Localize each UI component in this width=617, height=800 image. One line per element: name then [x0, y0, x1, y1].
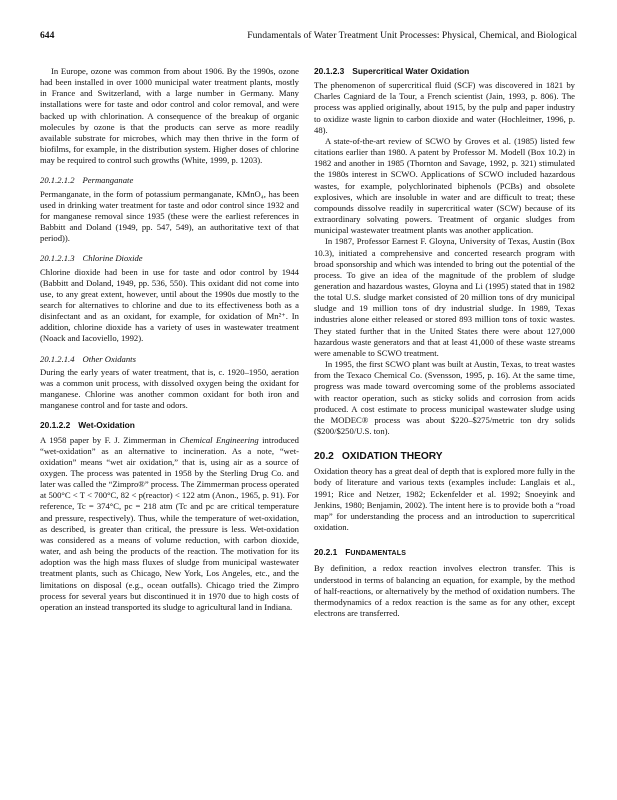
heading-scwo — [314, 66, 575, 77]
paragraph-other-oxidants: During the early years of water treatment, that is, c. 1920–1950, aeration was a common unit process, with dissolved oxygen being the oxidant for manganese. Chlorine was another common oxidant for both iron and manganese control and for taste and odors. — [40, 366, 299, 411]
section-number: 20.1.2.3 — [314, 66, 345, 76]
text-run: introduced “wet-oxidation” as an alternative to incineration. As a note, “wet-oxidation” means “wet air oxidation,” that is, using air as a source of oxygen. The process was patented in 1958 by the Sterling Drug Co. and later was called the “Zimpro®” process. The Zimmerman process operated at 500°C < T < 700°C, 82 < p(reactor) < 122 atm (Anon., 1965, p. 91). For reference, Tc = 374°C, pc = 218 atm (Tc and pc are critical temperature and pressure, respectively). Thus, while the temperature of wet-oxidation, as described, is greater than critical, the pressure is less. Wet-oxidation was considered as a means of volume reduction, with carbon dioxide, water, and ash being the products of the reaction. The motivation for its adoption was the high mass fluxes of sludge from municipal wastewater treatment plants, such as Chicago, New York, Los Angeles, etc., and the limitations on disposal (e.g., ocean outfalls). Chicago tried the Zimpro process for several years but discontinued it in 1970 due to high costs of operation an instead transported its sludge to agricultural land in Indiana. — [40, 434, 299, 612]
paragraph-wet-oxidation — [40, 435, 299, 614]
section-title: OXIDATION THEORY — [341, 451, 443, 463]
heading-wet-oxidation — [40, 420, 299, 431]
paragraph-oxidation-theory: Oxidation theory has a great deal of depth that is explored more fully in the body of literature and various texts (examples include: Langlais et al., 1991; Rice and Netzer, 1982; Eckenfelder et al. 1992; Snoeyink and Jenkins, 1980; Benjamin, 2002). The intent here is to provide both a “road map” for understanding the process and an introduction to supercritical oxidation. — [314, 466, 575, 533]
section-number: 20.1.2.1.3 — [40, 253, 75, 264]
running-header — [40, 30, 577, 46]
section-title: Permanganate — [82, 175, 134, 186]
paragraph-scf-discovery: The phenomenon of supercritical fluid (SCF) was discovered in 1821 by Charles Cagniard de la Tour, a French scientist (Jain, 1993, p. 806). The process was applied originally, about 1915, by the pulp and paper industry to oxidize waste lignin to carbon dioxide and water (Hochleitner, 1996, p. 48). — [314, 80, 575, 135]
journal-title: Chemical Engineering — [179, 434, 259, 445]
section-title-smallcaps: UNDAMENTALS — [350, 550, 407, 558]
paragraph-gloyna: In 1987, Professor Earnest F. Gloyna, University of Texas, Austin (Box 10.3), initiated a comprehensive and concerted research program with broad sponsorship and which was intended to bring out the potential of the process. To give an idea of the magnitude of the problem of sludge generation and hazardous wastes, Gloyna and Li (1995) stated that in 1982 the total U.S. sludge market consisted of 20 million tons of dry municipal sludge and 19 million tons of dry industrial sludge. In 1989, Texas industries alone either released or stored 893 million tons of toxic wastes. They stated further that in the United States there were about 127,000 hazardous waste generators and that at least 41,000 of these waste streams were amenable to SCWO treatment. — [314, 236, 575, 358]
heading-oxidation-theory — [314, 451, 575, 462]
section-number: 20.1.2.2 — [40, 420, 71, 431]
section-title: Wet-Oxidation — [78, 420, 135, 431]
left-column — [40, 66, 299, 613]
section-title-initial: F — [345, 547, 351, 558]
section-title: Supercritical Water Oxidation — [352, 66, 470, 76]
section-number: 20.1.2.1.2 — [40, 175, 75, 186]
heading-permanganate — [40, 175, 299, 186]
page-number: 644 — [40, 30, 55, 41]
paragraph-first-plant: In 1995, the first SCWO plant was built at Austin, Texas, to treat wastes from the Texaco Chemical Co. (Svensson, 1995, p. 16). At the same time, progress was made toward overcoming some of the problems associated with reactor operation, such as sticky solids and corrosion from acids produced. A cost estimate to process municipal wastewater sludge using the MODEC® process was about $220–$275/metric ton dry solids ($200/$250/U.S. ton). — [314, 359, 575, 436]
paragraph-scwo-review: A state-of-the-art review of SCWO by Groves et al. (1985) listed few citations earlier than 1980. A patent by Professor M. Modell (Box 10.2) in 1982 and another in 1985 (Thornton and Savage, 1992, p. 321) stimulated the 1980s interest in SCWO. Applications of SCWO included hazardous wastes, for example, polychlorinated biphenols (PCBs) and obsolete explosives, which are insoluble in water and are difficult to treat; these compounds dissolve readily in supercritical water (SCW) because of its extraordinary solvating powers. Treatment of organic sludges from municipal wastewater treatment plants was another application. — [314, 135, 575, 236]
section-number: 20.1.2.1.4 — [40, 353, 75, 364]
section-title: Other Oxidants — [82, 353, 136, 364]
paragraph-chlorine-dioxide: Chlorine dioxide had been in use for taste and odor control by 1944 (Babbitt and Doland, 1949, pp. 536, 550). This oxidant did not come into use, to any great extent, however, until about the 1990s due mostly to the search for alternatives to chlorine and due to its effectiveness both as a disinfectant and as an oxidant, for example, for oxidation of Mn²⁺. In addition, chlorine dioxide has a variety of uses in wastewater treatment (Noack and Iacoviello, 1992). — [40, 266, 299, 344]
heading-fundamentals — [314, 547, 575, 559]
heading-chlorine-dioxide — [40, 253, 299, 264]
running-title: Fundamentals of Water Treatment Unit Processes: Physical, Chemical, and Biological — [247, 30, 577, 41]
paragraph-ozone-europe: In Europe, ozone was common from about 1906. By the 1990s, ozone had been installed in over 1000 municipal water treatment plants, mostly in France and Switzerland, with a large number in Germany. Many installations were for taste and odor control and color removal, and were backed up with chlorination. A consequence of the breakup of organic molecules by ozone is that the products can serve as more readily available substrate for microbes, which may then thrive in the form of biofilms, for example, in the distribution system. Higher doses of chlorine may be required to control such growths (White, 1999, p. 1203). — [40, 66, 299, 166]
section-number: 20.2.1 — [314, 547, 338, 558]
section-title: Chlorine Dioxide — [82, 253, 143, 264]
paragraph-permanganate: Permanganate, in the form of potassium permanganate, KMnO₄, has been used in drinking water treatment for taste and odor control since 1932 and for manganese removal since 1935 (these were the earliest references in Babbitt and Doland (1949, pp. 547, 549), an authoritative text of that period)). — [40, 188, 299, 244]
paragraph-fundamentals: By definition, a redox reaction involves electron transfer. This is understood in terms of balancing an equation, for example, by the method of half-reactions, or alternatively by the method of oxidation numbers. The thermodynamics of a redox reaction is the same as for any other, except electrons are transferred. — [314, 563, 575, 619]
heading-other-oxidants — [40, 354, 299, 365]
text-run: A 1958 paper by F. J. Zimmerman in — [40, 434, 180, 445]
section-number: 20.2 — [314, 451, 334, 463]
right-column — [314, 66, 575, 619]
